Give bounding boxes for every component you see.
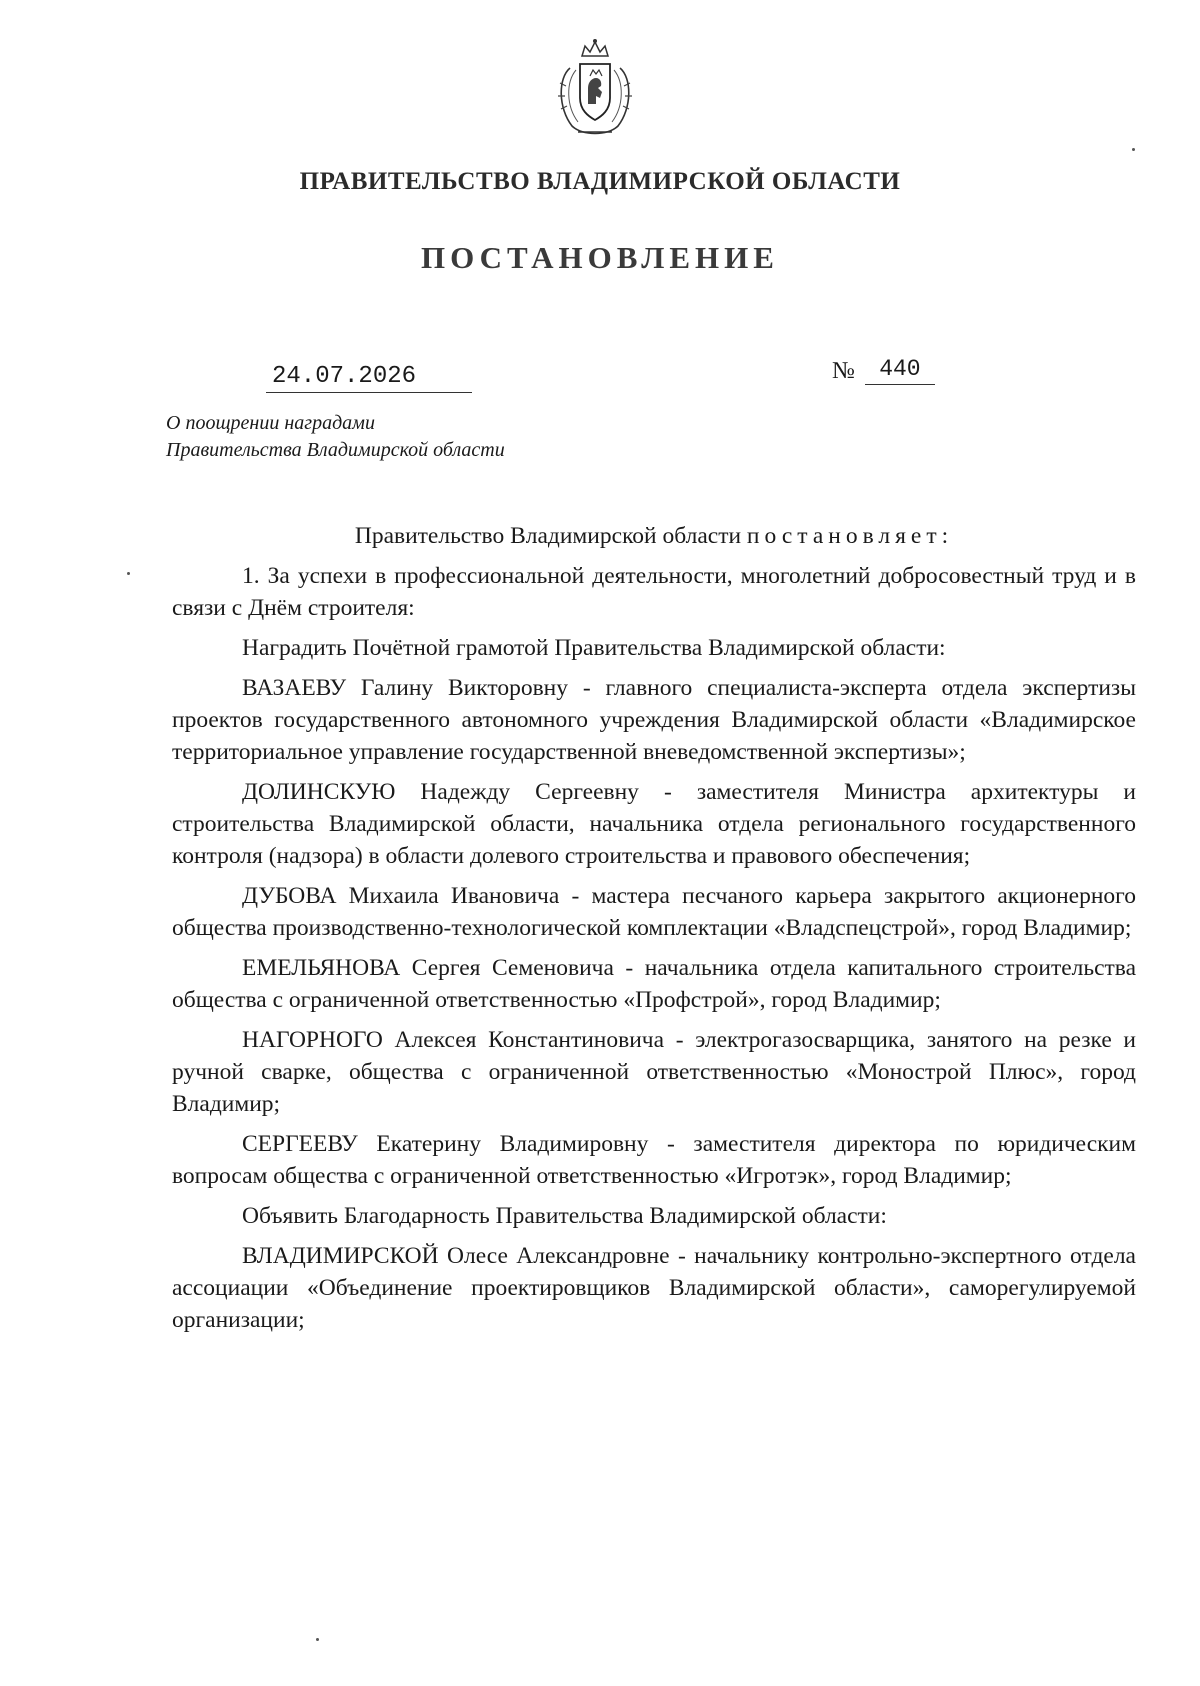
award-person: СЕРГЕЕВУ Екатерину Владимировну - заместителя директора по юридическим вопросам общества с ограниченной ответственностью «Игротэк», город Владимир; [172, 1131, 1136, 1189]
preamble [172, 520, 1136, 552]
organization-title: ПРАВИТЕЛЬСТВО ВЛАДИМИРСКОЙ ОБЛАСТИ [299, 168, 901, 195]
award-heading: Объявить Благодарность Правительства Владимирской области: [242, 1203, 887, 1229]
award-person: ВАЗАЕВУ Галину Викторовну - главного специалиста-эксперта отдела экспертизы проектов государственного автономного учреждения Владимирской области «Владимирское территориальное управление государственной вневедомственной экспертизы»; [172, 675, 1136, 765]
award-person: НАГОРНОГО Алексея Константиновича - электрогазосварщика, занятого на резке и ручной сварке, общества с ограниченной ответственностью «Монострой Плюс», город Владимир; [172, 1027, 1136, 1117]
award-person: ДОЛИНСКУЮ Надежду Сергеевну - заместителя Министра архитектуры и строительства Владимирской области, начальника отдела регионального государственного контроля (надзора) в области долевого строительства и правового обеспечения; [172, 779, 1136, 869]
point-1: 1. За успехи в профессиональной деятельности, многолетний добросовестный труд и в связи с Днём строителя: [172, 563, 1136, 621]
coat-of-arms-icon [552, 38, 638, 142]
award-person: ДУБОВА Михаила Ивановича - мастера песчаного карьера закрытого акционерного общества производственно-технологической комплектации «Владспецстрой», город Владимир; [172, 883, 1136, 941]
scan-speck [127, 572, 130, 575]
subject-line: О поощрении наградами [166, 412, 375, 434]
preamble-prefix: Правительство Владимирской области [354, 523, 742, 549]
award-person: ЕМЕЛЬЯНОВА Сергея Семеновича - начальника отдела капитального строительства общества с ограниченной ответственностью «Профстрой», город Владимир; [172, 955, 1136, 1013]
number-sign: № [832, 358, 855, 384]
scan-speck [1132, 148, 1135, 151]
award-heading: Наградить Почётной грамотой Правительства Владимирской области: [242, 635, 946, 661]
document-number-block [832, 356, 935, 385]
subject-line: Правительства Владимирской области [166, 439, 505, 461]
award-person: ВЛАДИМИРСКОЙ Олесе Александровне - начальнику контрольно-экспертного отдела ассоциации «Объединение проектировщиков Владимирской области», саморегулируемой организации; [172, 1243, 1136, 1333]
document-subject [166, 410, 505, 464]
scan-speck [316, 1638, 319, 1641]
document-date: 24.07.2026 [266, 363, 472, 393]
document-body [172, 520, 1136, 1344]
document-number: 440 [865, 356, 935, 385]
document-type: ПОСТАНОВЛЕНИЕ [421, 240, 779, 275]
preamble-verb: постановляет: [746, 523, 954, 549]
